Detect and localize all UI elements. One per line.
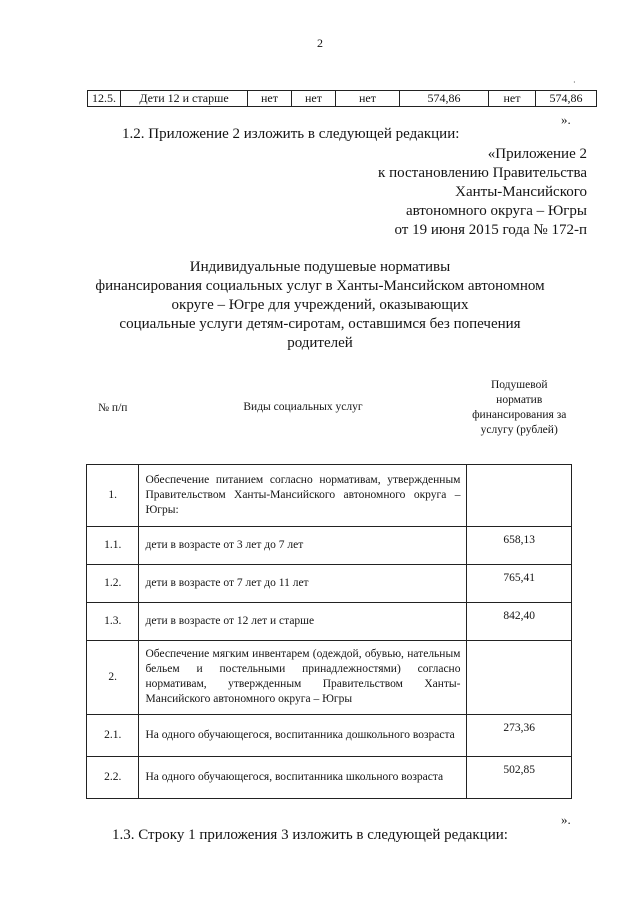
- row-name: дети в возрасте от 7 лет до 11 лет: [139, 564, 467, 602]
- row-num: 1.: [87, 464, 139, 526]
- heading-line: Индивидуальные подушевые нормативы: [189, 259, 451, 275]
- heading-line: родителей: [287, 335, 353, 351]
- header-name: Виды социальных услуг: [243, 401, 363, 414]
- table-cell: нет: [489, 91, 536, 107]
- header-value: Подушевой норматив финансирования за услугу (рублей): [472, 378, 567, 436]
- normatives-table: [86, 352, 572, 799]
- row-name: На одного обучающегося, воспитанника школьного возраста: [139, 756, 467, 798]
- heading-line: округе – Югре для учреждений, оказывающих: [171, 297, 469, 313]
- appendix-line: к постановлению Правительства: [378, 165, 587, 181]
- table-row: [87, 640, 572, 714]
- appendix-header: [300, 145, 587, 240]
- row-value: 765,41: [467, 564, 572, 602]
- table-cell: нет: [336, 91, 400, 107]
- table-row: [87, 564, 572, 602]
- table-row: [87, 526, 572, 564]
- row-num: 1.3.: [87, 602, 139, 640]
- heading-line: финансирования социальных услуг в Ханты-Мансийском автономном: [95, 278, 545, 294]
- row-num: 1.2.: [87, 564, 139, 602]
- header-num: № п/п: [98, 401, 128, 414]
- table-cell: 12.5.: [88, 91, 121, 107]
- row-name: Обеспечение питанием согласно нормативам, утвержденным Правительством Ханты-Мансийского автономного округа – Югры:: [139, 464, 467, 526]
- table-header-row: [87, 352, 572, 464]
- row-name: дети в возрасте от 3 лет до 7 лет: [139, 526, 467, 564]
- row-value: 842,40: [467, 602, 572, 640]
- scan-dot: ·: [573, 78, 576, 87]
- appendix-line: «Приложение 2: [487, 146, 587, 162]
- row-name: Обеспечение мягким инвентарем (одеждой, обувью, нательным бельем и постельными принадлежностями) согласно нормативам, утвержденным Правительством Ханты-Мансийского автономного округа – Югры: [139, 640, 467, 714]
- row-name: На одного обучающегося, воспитанника дошкольного возраста: [139, 714, 467, 756]
- row-value: 502,85: [467, 756, 572, 798]
- row-value: 273,36: [467, 714, 572, 756]
- continued-table: [87, 90, 597, 107]
- page-number: 2: [317, 36, 323, 50]
- table-cell: 574,86: [400, 91, 489, 107]
- document-heading: [80, 258, 560, 353]
- table-cell: Дети 12 и старше: [121, 91, 248, 107]
- table-cell: нет: [292, 91, 336, 107]
- table-row: [87, 464, 572, 526]
- appendix-line: автономного округа – Югры: [405, 203, 587, 219]
- table-row: [87, 756, 572, 798]
- row-num: 2.1.: [87, 714, 139, 756]
- closing-quote: ».: [561, 812, 571, 827]
- paragraph-1-2: 1.2. Приложение 2 изложить в следующей редакции:: [122, 126, 460, 142]
- table-row: [87, 602, 572, 640]
- closing-quote: ».: [561, 112, 571, 127]
- row-num: 1.1.: [87, 526, 139, 564]
- row-value: [467, 464, 572, 526]
- table-cell: нет: [248, 91, 292, 107]
- table-row: [87, 714, 572, 756]
- row-name: дети в возрасте от 12 лет и старше: [139, 602, 467, 640]
- heading-line: социальные услуги детям-сиротам, оставшимся без попечения: [119, 316, 521, 332]
- table-cell: 574,86: [536, 91, 597, 107]
- row-value: [467, 640, 572, 714]
- appendix-line: от 19 июня 2015 года № 172-п: [394, 222, 587, 238]
- row-value: 658,13: [467, 526, 572, 564]
- row-num: 2.: [87, 640, 139, 714]
- row-num: 2.2.: [87, 756, 139, 798]
- table-row: [88, 91, 597, 107]
- appendix-line: Ханты-Мансийского: [455, 184, 587, 200]
- paragraph-1-3: 1.3. Строку 1 приложения 3 изложить в следующей редакции:: [112, 827, 508, 843]
